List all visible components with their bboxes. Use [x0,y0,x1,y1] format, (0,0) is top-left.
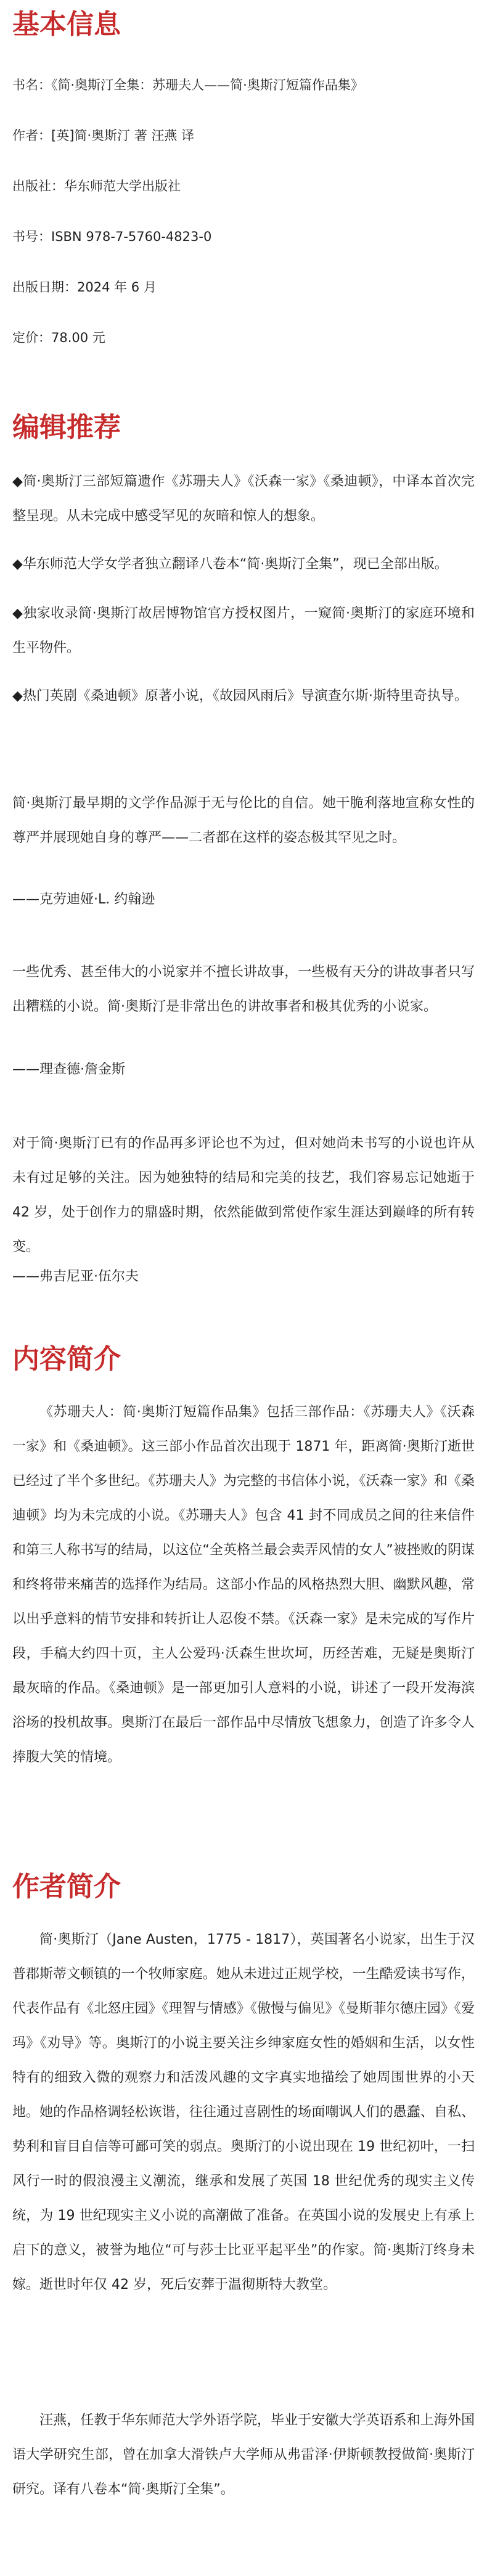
editor-recommend-heading: 编辑推荐 [12,412,121,443]
quote-source: ——克劳迪娅·L. 约翰逊 [12,892,155,907]
author-bio-paragraph: 简·奥斯汀（Jane Austen，1775 - 1817），英国著名小说家，出生于汉普郡斯蒂文顿镇的一个牧师家庭。她从未进过正规学校，一生酷爱读书写作，代表作品有《北怒庄园》《理智与情感》《傲慢与偏见》《曼斯菲尔德庄园》《爱玛》《劝导》等。奥斯汀的小说主要关注乡绅家庭女性的婚姻和生活，以女性特有的细致入微的观察力和活泼风趣的文字真实地描绘了她周围世界的小天地。她的作品格调轻松诙谐，往往通过喜剧性的场面嘲讽人们的愚蠢、自私、势利和盲目自信等可鄙可笑的弱点。奥斯汀的小说出现在 19 世纪初叶，一扫风行一时的假浪漫主义潮流，继承和发展了英国 18 世纪优秀的现实主义传统，为 19 世纪现实主义小说的高潮做了准备。在英国小说的发展史上有承上启下的意义，被誉为地位“可与莎士比亚平起平坐”的作家。简·奥斯汀终身未嫁。逝世时年仅 42 岁，死后安葬于温彻斯特大教堂。 [12,1932,475,2293]
recommend-bullet: ◆独家收录简·奥斯汀故居博物馆官方授权图片，一窥简·奥斯汀的家庭环境和生平物件。 [12,606,475,656]
author-line: 作者：[英]简·奥斯汀 著 汪燕 译 [12,128,195,143]
translator-bio-paragraph: 汪燕，任教于华东师范大学外语学院，毕业于安徽大学英语系和上海外国语大学研究生部，曾在加拿大滑铁卢大学师从弗雷泽·伊斯顿教授做简·奥斯汀研究。译有八卷本“简·奥斯汀全集”。 [12,2413,475,2497]
isbn-line: 书号：ISBN 978-7-5760-4823-0 [12,229,212,244]
author-intro-heading: 作者简介 [12,1871,121,1902]
pub-date-line: 出版日期：2024 年 6 月 [12,280,157,295]
book-name-line: 书名：《简·奥斯汀全集：苏珊夫人——简·奥斯汀短篇作品集》 [12,78,364,92]
recommend-bullet: ◆华东师范大学女学者独立翻译八卷本“简·奥斯汀全集”，现已全部出版。 [12,556,448,572]
publisher-line: 出版社：华东师范大学出版社 [12,179,181,194]
recommend-bullet: ◆简·奥斯汀三部短篇遗作《苏珊夫人》《沃森一家》《桑迪顿》，中译本首次完整呈现。从未完成中感受罕见的灰暗和惊人的想象。 [12,474,475,524]
basic-info-heading: 基本信息 [12,9,121,40]
quote-source: ——理查德·詹金斯 [12,1062,125,1077]
quote-text: 对于简·奥斯汀已有的作品再多评论也不为过，但对她尚未书写的小说也许从未有过足够的关注。因为她独特的结局和完美的技艺，我们容易忘记她逝于 42 岁，处于创作力的鼎盛时期，依然能做到常使作家生涯达到巅峰的所有转变。 [12,1136,475,1255]
quote-source: ——弗吉尼亚·伍尔夫 [12,1269,139,1284]
content-intro-heading: 内容简介 [12,1343,121,1375]
quote-text: 一些优秀、甚至伟大的小说家并不擅长讲故事，一些极有天分的讲故事者只写出糟糕的小说。简·奥斯汀是非常出色的讲故事者和极其优秀的小说家。 [12,964,475,1014]
content-intro-paragraph: 《苏珊夫人：简·奥斯汀短篇作品集》包括三部作品：《苏珊夫人》《沃森一家》和《桑迪顿》。这三部小作品首次出现于 1871 年，距离简·奥斯汀逝世已经过了半个多世纪。《苏珊夫人》为完整的书信体小说，《沃森一家》和《桑迪顿》均为未完成的小说。《苏珊夫人》包含 41 封不同成员之间的往来信件和第三人称书写的结局，以这位“全英格兰最会卖弄风情的女人”被挫败的阴谋和终将带来痛苦的选择作为结局。这部小作品的风格热烈大胆、幽默风趣，常以出乎意料的情节安排和转折让人忍俊不禁。《沃森一家》是未完成的写作片段，手稿大约四十页，主人公爱玛·沃森生世坎坷，历经苦难，无疑是奥斯汀最灰暗的作品。《桑迪顿》是一部更加引人意料的小说，讲述了一段开发海滨浴场的投机故事。奥斯汀在最后一部作品中尽情放飞想象力，创造了许多令人捧腹大笑的情境。 [12,1404,475,1765]
price-line: 定价：78.00 元 [12,330,105,345]
quote-text: 简·奥斯汀最早期的文学作品源于无与伦比的自信。她干脆利落地宣称女性的尊严并展现她自身的尊严——二者都在这样的姿态极其罕见之时。 [12,796,475,846]
recommend-bullet: ◆热门英剧《桑迪顿》原著小说，《故园风雨后》导演查尔斯·斯特里奇执导。 [12,688,468,704]
